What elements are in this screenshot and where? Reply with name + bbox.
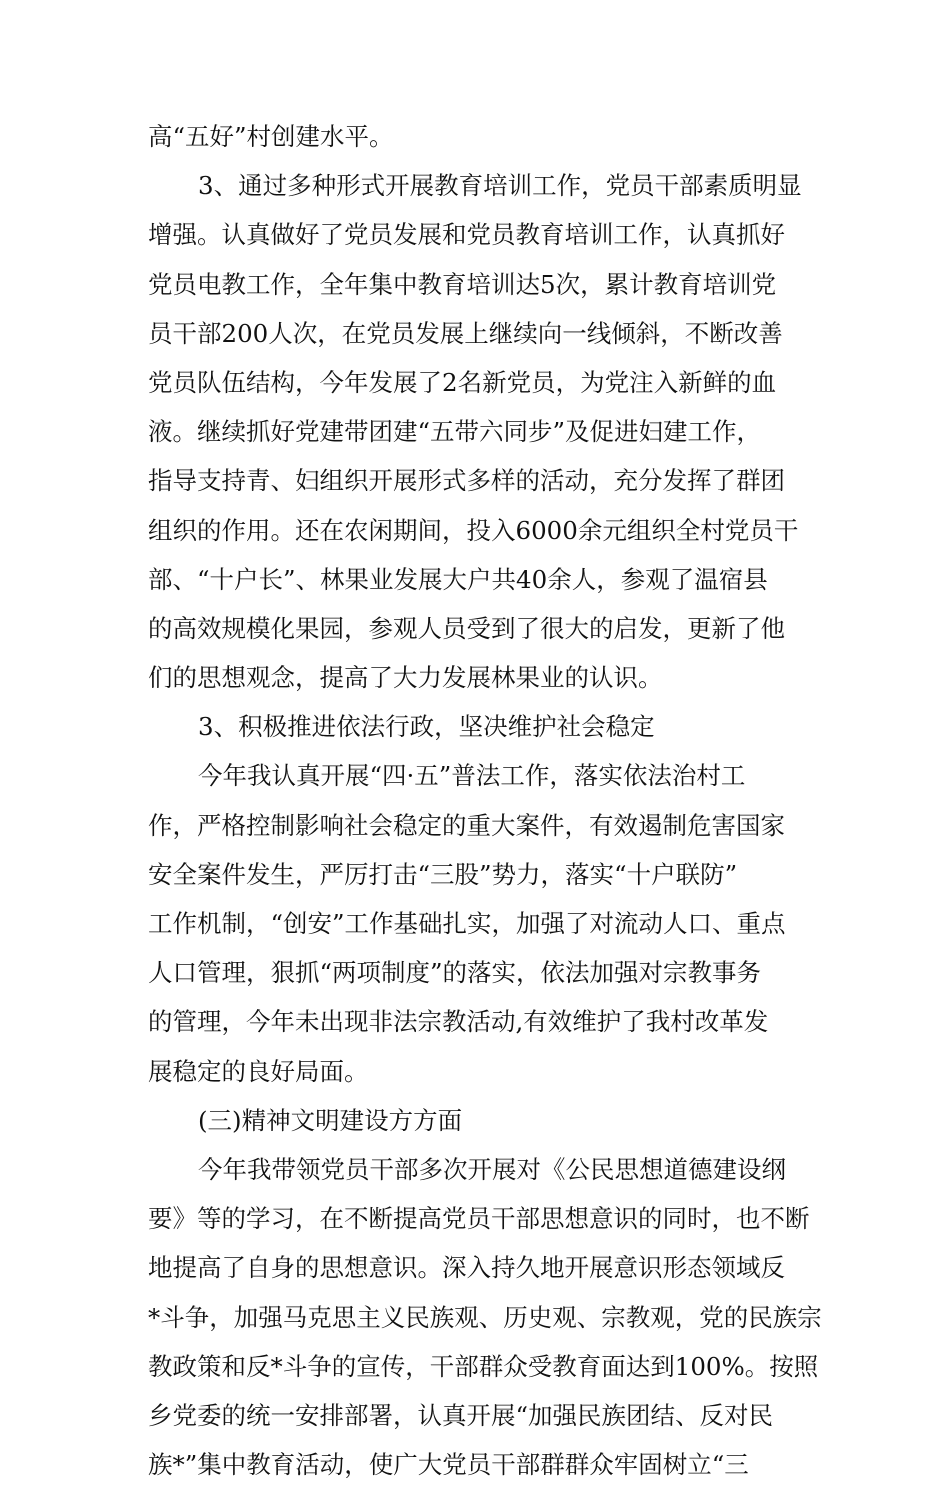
text-line: 组织的作用。还在农闲期间，投入6000余元组织全村党员干 bbox=[148, 515, 799, 545]
text-line: 今年我带领党员干部多次开展对《公民思想道德建设纲 bbox=[198, 1154, 786, 1184]
text-line: 要》等的学习，在不断提高党员干部思想意识的同时，也不断 bbox=[148, 1204, 810, 1234]
body-text bbox=[148, 112, 822, 1489]
text-line: 液。继续抓好党建带团建“五带六同步”及促进妇建工作， bbox=[148, 417, 762, 447]
text-line: 增强。认真做好了党员发展和党员教育培训工作，认真抓好 bbox=[148, 220, 785, 250]
text-line: 作，严格控制影响社会稳定的重大案件，有效遏制危害国家 bbox=[148, 810, 785, 840]
text-line: 展稳定的良好局面。 bbox=[148, 1056, 369, 1086]
text-line: 的管理，今年未出现非法宗教活动,有效维护了我村改革发 bbox=[148, 1007, 769, 1037]
text-line: 乡党委的统一安排部署，认真开展“加强民族团结、反对民 bbox=[148, 1400, 774, 1430]
section-heading: 3、积极推进依法行政，坚决维护社会稳定 bbox=[198, 712, 655, 742]
text-line: 人口管理，狠抓“两项制度”的落实，依法加强对宗教事务 bbox=[148, 958, 762, 988]
text-line: 的高效规模化果园，参观人员受到了很大的启发，更新了他 bbox=[148, 613, 785, 643]
section-heading: (三)精神文明建设方方面 bbox=[198, 1105, 463, 1135]
text-line: 部、“十户长”、林果业发展大户共40余人，参观了温宿县 bbox=[148, 564, 768, 594]
text-line: 指导支持青、妇组织开展形式多样的活动，充分发挥了群团 bbox=[148, 466, 785, 496]
text-line: *斗争，加强马克思主义民族观、历史观、宗教观，党的民族宗 bbox=[148, 1302, 822, 1332]
text-line: 教政策和反*斗争的宣传，干部群众受教育面达到100%。按照 bbox=[148, 1351, 819, 1381]
text-line: 工作机制，“创安”工作基础扎实，加强了对流动人口、重点 bbox=[148, 909, 786, 938]
text-line: 3、通过多种形式开展教育培训工作，党员干部素质明显 bbox=[198, 171, 802, 201]
text-line: 族*”集中教育活动，使广大党员干部群群众牢固树立“三 bbox=[148, 1450, 749, 1480]
text-line: 今年我认真开展“四·五”普法工作，落实依法治村工 bbox=[198, 761, 746, 791]
text-line: 高“五好”村创建水平。 bbox=[148, 122, 394, 151]
text-line: 党员电教工作，全年集中教育培训达5次，累计教育培训党 bbox=[148, 269, 777, 299]
text-line: 地提高了自身的思想意识。深入持久地开展意识形态领域反 bbox=[148, 1253, 785, 1283]
text-line: 安全案件发生，严厉打击“三股”势力，落实“十户联防” bbox=[148, 859, 738, 889]
text-line: 员干部200人次，在党员发展上继续向一线倾斜，不断改善 bbox=[148, 318, 783, 348]
text-line: 党员队伍结构，今年发展了2名新党员，为党注入新鲜的血 bbox=[148, 367, 777, 397]
text-line: 们的思想观念，提高了大力发展林果业的认识。 bbox=[148, 663, 663, 693]
